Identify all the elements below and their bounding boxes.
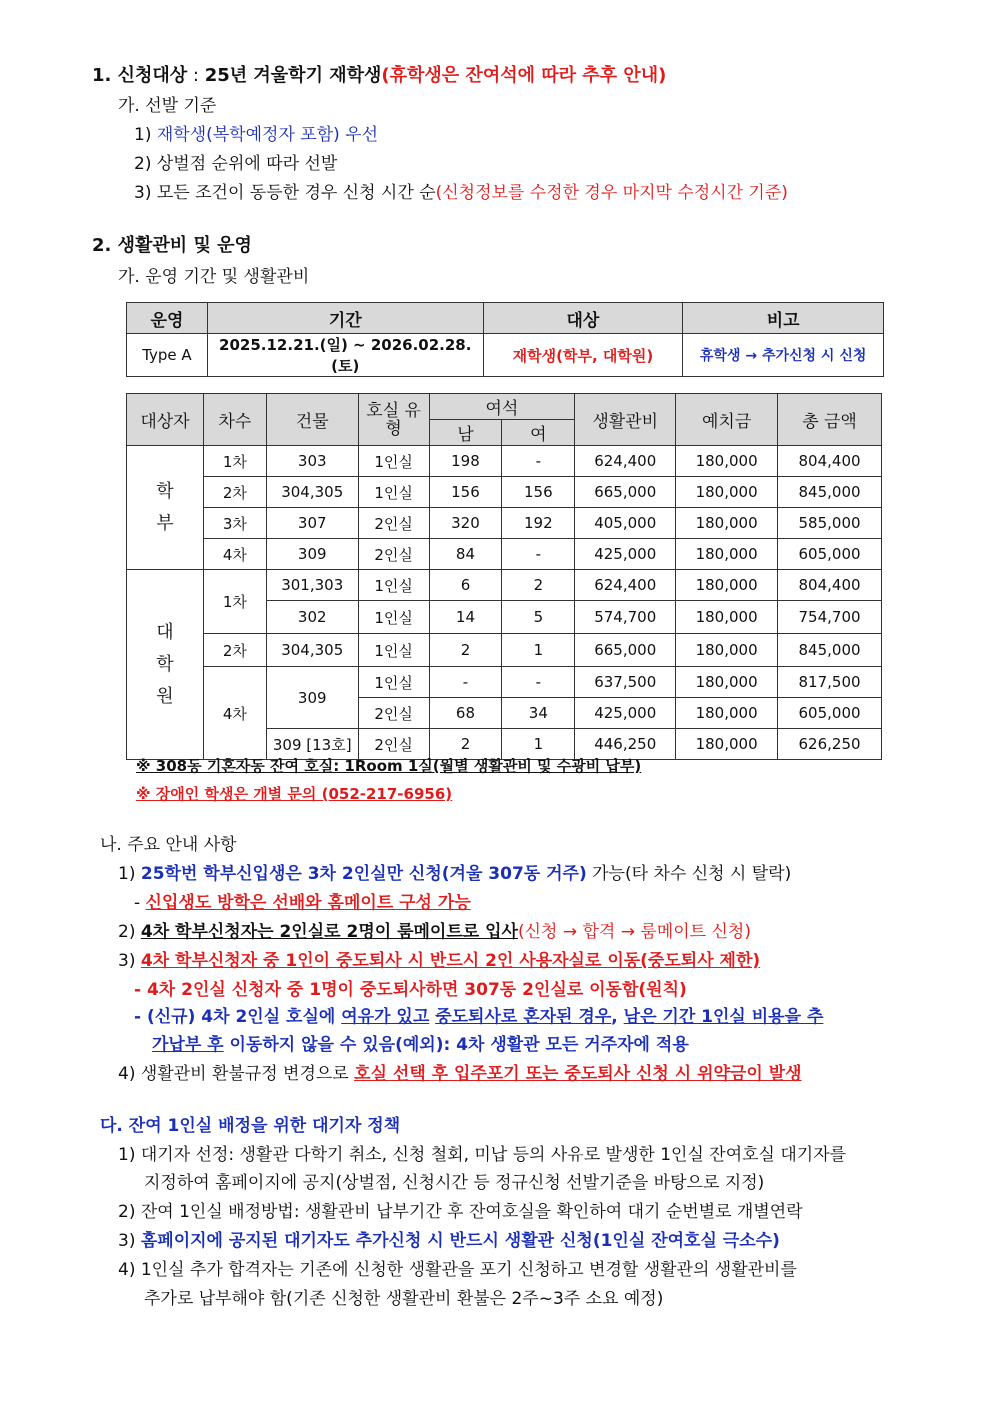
- waitlist-item-3-number: 3): [118, 1231, 136, 1251]
- ug-row3-male: 320: [429, 508, 502, 539]
- op-type: Type A: [127, 334, 208, 377]
- ug-row4-deposit: 180,000: [676, 539, 778, 570]
- ug-row3-type: 2인실: [358, 508, 429, 539]
- note-item-1: [118, 862, 791, 886]
- ug-row1-deposit: 180,000: [676, 446, 778, 477]
- gr-round-1: 1차: [203, 570, 266, 634]
- gr1a-female: 2: [502, 570, 575, 601]
- gr4b-male: 68: [429, 698, 502, 729]
- waitlist-item-4b: 추가로 납부해야 함(기존 신청한 생활관비 환불은 2주~3주 소요 예정): [144, 1289, 664, 1309]
- note-item-4-text: 4) 생활관비 환불규정 변경으로: [118, 1064, 355, 1084]
- gr4c-total: 626,250: [778, 729, 882, 760]
- gr4b-total: 605,000: [778, 698, 882, 729]
- fee-header-seats: 여석: [429, 394, 575, 420]
- fee-header-round: 차수: [203, 394, 266, 446]
- gr4b-deposit: 180,000: [676, 698, 778, 729]
- ug-row2-fee: 665,000: [575, 477, 676, 508]
- gr2-male: 2: [429, 634, 502, 667]
- waitlist-policy-title: 다. 잔여 1인실 배정을 위한 대기자 정책: [100, 1116, 401, 1136]
- gr1b-female: 5: [502, 601, 575, 634]
- married-dorm-note: ※ 308동 기혼자동 잔여 호실: 1Room 1실(월별 생활관비 및 수광비 납부): [136, 757, 642, 775]
- note-item-4: [118, 1062, 802, 1086]
- ug-row4-round: 4차: [203, 539, 266, 570]
- note-item-3-sub2: [134, 1005, 823, 1029]
- note-item-3-sub1: - 4차 2인실 신청자 중 1명이 중도퇴사하면 307동 2인실로 이동함(원칙): [134, 980, 687, 1000]
- ug-row1-female: -: [502, 446, 575, 477]
- ug-row4-male: 84: [429, 539, 502, 570]
- section1-title-note: (휴학생은 잔여석에 따라 추후 안내): [381, 65, 667, 86]
- criteria-item-1-text: 재학생(복학예정자 포함) 우선: [156, 125, 378, 145]
- section2-title: 2. 생활관비 및 운영: [92, 235, 252, 256]
- fee-header-total: 총 금액: [778, 394, 882, 446]
- ug-row1-male: 198: [429, 446, 502, 477]
- grad-label: 대 학 원: [127, 570, 204, 760]
- criteria-item-3: [134, 181, 788, 205]
- ug-row2-deposit: 180,000: [676, 477, 778, 508]
- fee-header-female: 여: [502, 420, 575, 446]
- gr1a-deposit: 180,000: [676, 570, 778, 601]
- ug-row1-total: 804,400: [778, 446, 882, 477]
- section1-title-text: 25년 겨울학기 재학생: [204, 65, 382, 86]
- ug-row2-female: 156: [502, 477, 575, 508]
- gr1a-fee: 624,400: [575, 570, 676, 601]
- note-item-1-sub-text: 신입생도 방학은 선배와 홈메이트 구성 가능: [145, 893, 471, 913]
- period-fee-heading: 가. 운영 기간 및 생활관비: [118, 267, 310, 287]
- gr4a-deposit: 180,000: [676, 667, 778, 698]
- section1-title: [92, 64, 666, 88]
- gr4c-bldg: 309 [13호]: [266, 729, 358, 760]
- note-item-4-emphasis: 호실 선택 후 입주포기 또는 중도퇴사 신청 시 위약금이 발생: [354, 1064, 802, 1084]
- gr4a-total: 817,500: [778, 667, 882, 698]
- gr2-type: 1인실: [358, 634, 429, 667]
- ug-row4-total: 605,000: [778, 539, 882, 570]
- ug-row1-fee: 624,400: [575, 446, 676, 477]
- gr1b-male: 14: [429, 601, 502, 634]
- fee-header-target: 대상자: [127, 394, 204, 446]
- note-item-2: [118, 920, 751, 944]
- gr4c-female: 1: [502, 729, 575, 760]
- note-item-2-emphasis: 4차 학부신청자는 2인실로 2명이 룸메이트로 입사: [140, 922, 518, 942]
- criteria-item-1: [134, 123, 378, 147]
- op-header-target: 대상: [483, 303, 683, 334]
- section1-title-number: 1. 신청대상: [92, 65, 188, 86]
- ug-row4-female: -: [502, 539, 575, 570]
- gr-round-2: 2차: [203, 634, 266, 667]
- fee-header-fee: 생활관비: [575, 394, 676, 446]
- gr-round-4: 4차: [203, 667, 266, 760]
- ug-row3-bldg: 307: [266, 508, 358, 539]
- gr2-deposit: 180,000: [676, 634, 778, 667]
- criteria-item-3-text: 3) 모든 조건이 동등한 경우 신청 시간 순: [134, 183, 436, 203]
- gr4c-fee: 446,250: [575, 729, 676, 760]
- note-item-3-sub2-d: 중도퇴사로 혼자된 경우: [435, 1007, 612, 1027]
- ug-row4-bldg: 309: [266, 539, 358, 570]
- op-header-type: 운영: [127, 303, 208, 334]
- gr1a-bldg: 301,303: [266, 570, 358, 601]
- note-item-3-sub2-a: - (신규) 4차 2인실 호실에: [134, 1007, 342, 1027]
- waitlist-item-3-text: 홈페이지에 공지된 대기자도 추가신청 시 반드시 생활관 신청(1인실 잔여호실 극소수): [140, 1231, 780, 1251]
- selection-criteria-heading: 가. 선발 기준: [118, 96, 217, 116]
- gr4a-female: -: [502, 667, 575, 698]
- fee-header-building: 건물: [266, 394, 358, 446]
- waitlist-item-2: 2) 잔여 1인실 배정방법: 생활관비 납부기간 후 잔여호실을 확인하여 대기 순번별로 개별연락: [118, 1202, 803, 1222]
- operation-table: [126, 302, 884, 377]
- ug-row1-bldg: 303: [266, 446, 358, 477]
- note-item-3-sub2-b: 여유가 있고: [341, 1007, 430, 1027]
- gr2-bldg: 304,305: [266, 634, 358, 667]
- note-item-3-sub3: [152, 1033, 689, 1057]
- gr2-female: 1: [502, 634, 575, 667]
- gr4a-fee: 637,500: [575, 667, 676, 698]
- gr4a-male: -: [429, 667, 502, 698]
- gr1a-total: 804,400: [778, 570, 882, 601]
- disabled-student-note: ※ 장애인 학생은 개별 문의 (052-217-6956): [136, 785, 453, 803]
- note-item-2-note: (신청 → 합격 → 룸메이트 신청): [517, 922, 751, 942]
- gr4b-type: 2인실: [358, 698, 429, 729]
- undergrad-label: 학 부: [127, 446, 204, 570]
- ug-row1-type: 1인실: [358, 446, 429, 477]
- gr2-total: 845,000: [778, 634, 882, 667]
- gr4c-deposit: 180,000: [676, 729, 778, 760]
- note-item-3-sub3-a: 가납부 후: [152, 1035, 224, 1055]
- fee-header-deposit: 예치금: [676, 394, 778, 446]
- gr4-bldg: 309: [266, 667, 358, 729]
- note-item-1-sub-dash: -: [134, 893, 146, 913]
- ug-row4-fee: 425,000: [575, 539, 676, 570]
- fee-table: [126, 393, 882, 760]
- gr4c-type: 2인실: [358, 729, 429, 760]
- ug-row3-deposit: 180,000: [676, 508, 778, 539]
- gr2-fee: 665,000: [575, 634, 676, 667]
- gr1b-fee: 574,700: [575, 601, 676, 634]
- gr1b-deposit: 180,000: [676, 601, 778, 634]
- note-item-3-sub2-e: ,: [611, 1007, 624, 1027]
- gr1a-male: 6: [429, 570, 502, 601]
- op-period: 2025.12.21.(일) ~ 2026.02.28.(토): [207, 334, 483, 377]
- fee-header-male: 남: [429, 420, 502, 446]
- criteria-item-1-number: 1): [134, 125, 152, 145]
- gr1a-type: 1인실: [358, 570, 429, 601]
- note-item-3-number: 3): [118, 951, 136, 971]
- note-item-1-emphasis: 25학번 학부신입생은 3차 2인실만 신청(겨울 307동 거주): [140, 864, 587, 884]
- ug-row2-male: 156: [429, 477, 502, 508]
- waitlist-item-1b: 지정하여 홈페이지에 공지(상벌점, 신청시간 등 정규신청 선발기준을 바탕으로 지정): [144, 1173, 765, 1193]
- ug-row3-fee: 405,000: [575, 508, 676, 539]
- ug-row4-type: 2인실: [358, 539, 429, 570]
- gr1b-total: 754,700: [778, 601, 882, 634]
- ug-row2-round: 2차: [203, 477, 266, 508]
- note-item-3-sub2-f: 남은 기간 1인실 비용을 추: [623, 1007, 824, 1027]
- note-item-1-number: 1): [118, 864, 136, 884]
- op-target: 재학생(학부, 대학원): [483, 334, 683, 377]
- section1-title-colon: :: [187, 65, 205, 86]
- ug-row1-round: 1차: [203, 446, 266, 477]
- gr4c-male: 2: [429, 729, 502, 760]
- gr4a-type: 1인실: [358, 667, 429, 698]
- note-item-3-text: 4차 학부신청자 중 1인이 중도퇴사 시 반드시 2인 사용자실로 이동(중도퇴사 제한): [140, 951, 761, 971]
- ug-row2-bldg: 304,305: [266, 477, 358, 508]
- note-item-3: [118, 949, 760, 973]
- waitlist-item-1a: 1) 대기자 선정: 생활관 다학기 취소, 신청 철회, 미납 등의 사유로 발생한 1인실 잔여호실 대기자를: [118, 1145, 847, 1165]
- gr1b-type: 1인실: [358, 601, 429, 634]
- op-header-period: 기간: [207, 303, 483, 334]
- gr4b-female: 34: [502, 698, 575, 729]
- criteria-item-3-note: (신청정보를 수정한 경우 마지막 수정시간 기준): [435, 183, 788, 203]
- note-item-1-rest: 가능(타 차수 신청 시 탈락): [586, 864, 792, 884]
- op-header-note: 비고: [683, 303, 884, 334]
- note-item-1-sub: [134, 891, 471, 915]
- ug-row3-round: 3차: [203, 508, 266, 539]
- note-item-3-sub3-b: 이동하지 않을 수 있음(예외): 4차 생활관 모든 거주자에 적용: [223, 1035, 689, 1055]
- gr4b-fee: 425,000: [575, 698, 676, 729]
- ug-row3-total: 585,000: [778, 508, 882, 539]
- ug-row2-type: 1인실: [358, 477, 429, 508]
- gr1b-bldg: 302: [266, 601, 358, 634]
- key-notes-heading: 나. 주요 안내 사항: [100, 835, 237, 855]
- waitlist-item-4a: 4) 1인실 추가 합격자는 기존에 신청한 생활관을 포기 신청하고 변경할 생활관의 생활관비를: [118, 1260, 797, 1280]
- fee-header-room-type: 호실 유형: [358, 394, 429, 446]
- waitlist-item-3: [118, 1229, 780, 1253]
- ug-row3-female: 192: [502, 508, 575, 539]
- criteria-item-2: 2) 상벌점 순위에 따라 선발: [134, 154, 338, 174]
- note-item-2-number: 2): [118, 922, 136, 942]
- op-note: 휴학생 → 추가신청 시 신청: [683, 334, 884, 377]
- ug-row2-total: 845,000: [778, 477, 882, 508]
